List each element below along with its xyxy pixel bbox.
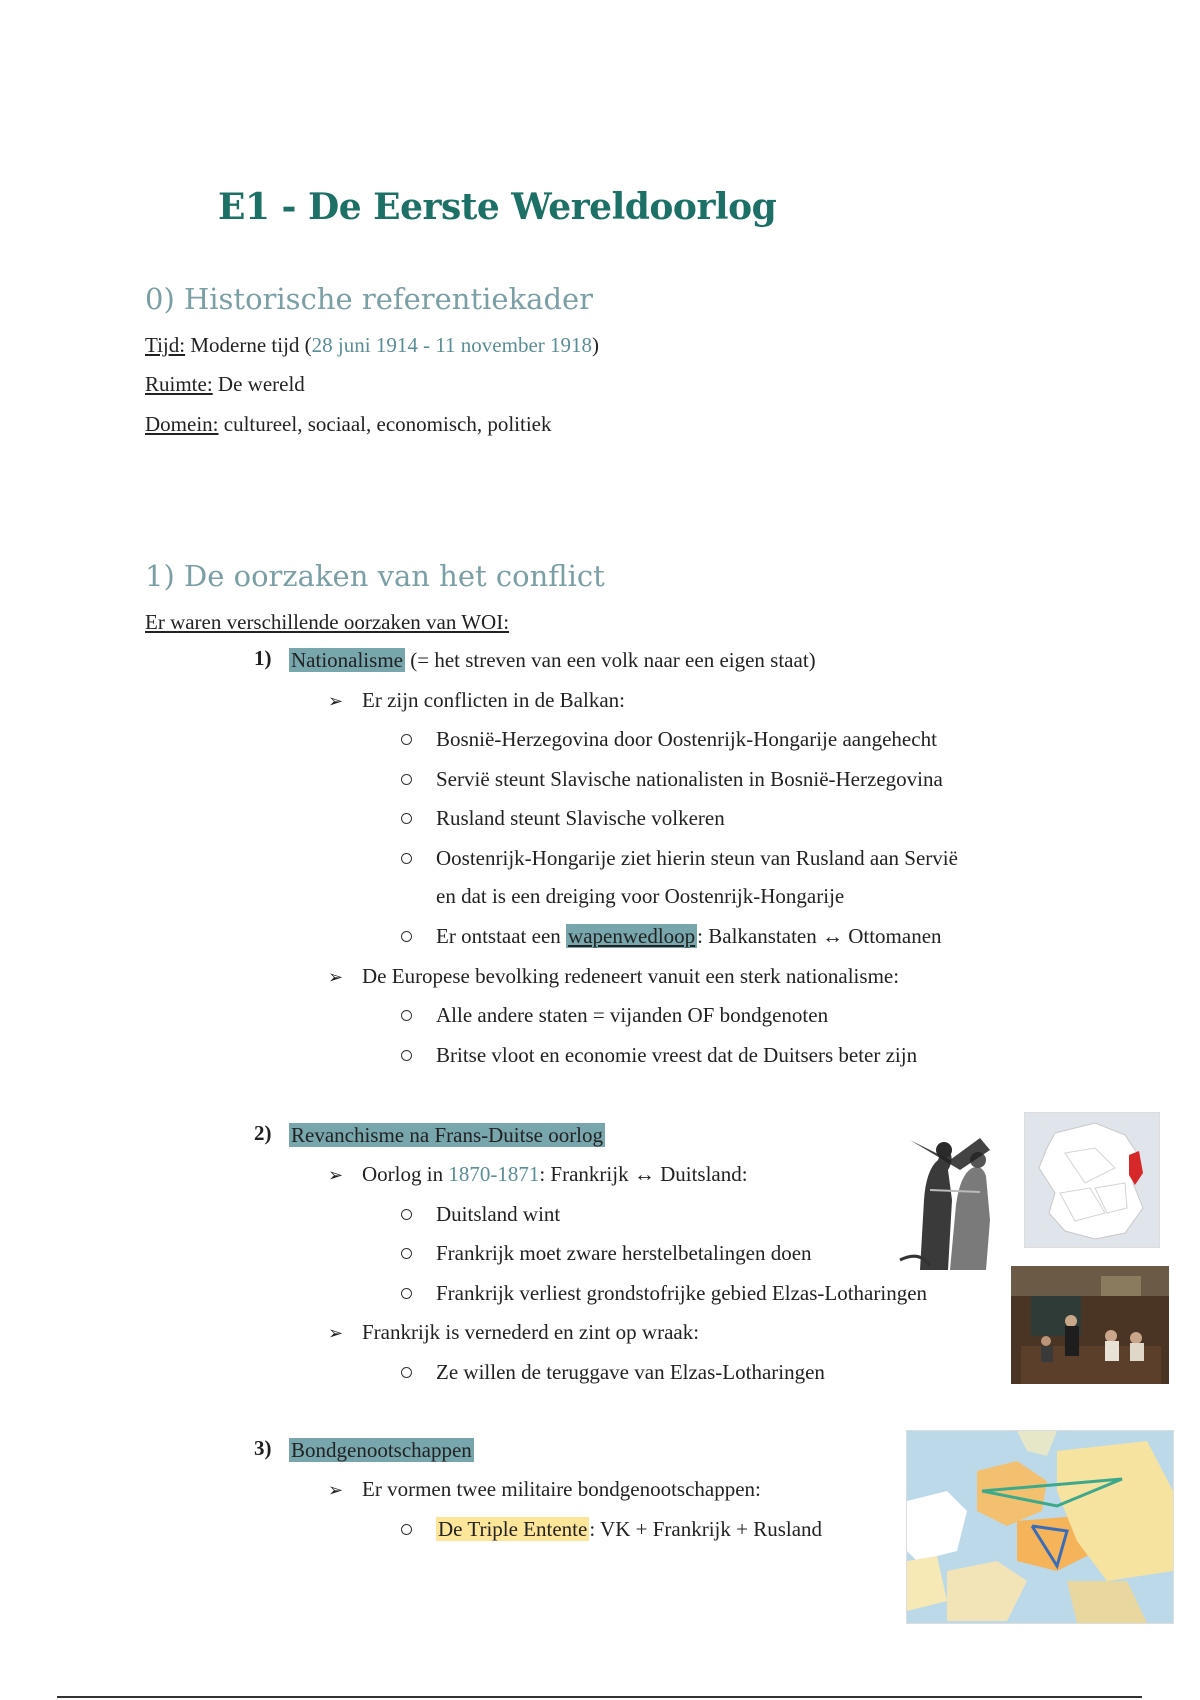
section-1-intro: Er waren verschillende oorzaken van WOI: bbox=[145, 610, 510, 634]
item-1-bullet-5-post: : Balkanstaten ↔ Ottomanen bbox=[697, 924, 942, 948]
item-1-term: Nationalisme bbox=[291, 648, 403, 672]
hollow-circle-bullet-icon bbox=[401, 931, 412, 942]
item-1-sub-2 bbox=[328, 962, 899, 991]
item-1-bullet-6 bbox=[401, 1001, 828, 1029]
hollow-circle-bullet-icon bbox=[401, 813, 412, 824]
item-2-bullet-2-text: Frankrijk moet zware herstelbetalingen doen bbox=[436, 1241, 812, 1265]
item-2-line bbox=[289, 1121, 605, 1149]
item-3-bullet-1-term: De Triple Entente bbox=[438, 1517, 588, 1541]
engraving-illustration bbox=[890, 1130, 1010, 1272]
hollow-circle-bullet-icon bbox=[401, 1050, 412, 1061]
europe-alliances-map-image bbox=[906, 1430, 1174, 1624]
item-1-def: (= het streven van een volk naar een eigen staat) bbox=[404, 648, 816, 672]
item-3-sub-1 bbox=[328, 1475, 761, 1504]
arrowhead-bullet-icon: ➢ bbox=[328, 1323, 344, 1343]
item-3-line bbox=[289, 1436, 474, 1464]
item-2-sub-1-pre: Oorlog in bbox=[362, 1162, 449, 1186]
item-2-bullet-2 bbox=[401, 1239, 812, 1267]
arrowhead-bullet-icon: ➢ bbox=[328, 967, 344, 987]
item-2-sub-2-text: Frankrijk is vernederd en zint op wraak: bbox=[362, 1320, 700, 1344]
hollow-circle-bullet-icon bbox=[401, 1209, 412, 1220]
item-1-sub-1-text: Er zijn conflicten in de Balkan: bbox=[362, 688, 625, 712]
item-1-bullet-2 bbox=[401, 765, 943, 793]
bottom-divider bbox=[57, 1696, 1142, 1698]
item-1-bullet-7-text: Britse vloot en economie vreest dat de Duitsers beter zijn bbox=[436, 1043, 918, 1067]
item-1-sub-1 bbox=[328, 686, 625, 715]
item-2-term: Revanchisme na Frans-Duitse oorlog bbox=[291, 1123, 604, 1147]
item-1-bullet-5-term: wapenwedloop bbox=[568, 924, 696, 948]
hollow-circle-bullet-icon bbox=[401, 1367, 412, 1378]
item-1-bullet-5 bbox=[401, 922, 942, 950]
domein-line bbox=[145, 410, 551, 438]
item-1-number: 1) bbox=[254, 646, 272, 670]
hollow-circle-bullet-icon bbox=[401, 1010, 412, 1021]
tijd-label: Tijd: bbox=[145, 333, 186, 357]
item-1-bullet-3-text: Rusland steunt Slavische volkeren bbox=[436, 806, 725, 830]
arrowhead-bullet-icon: ➢ bbox=[328, 1165, 344, 1185]
item-1-bullet-1 bbox=[401, 725, 937, 753]
hollow-circle-bullet-icon bbox=[401, 853, 412, 864]
domein-value: cultureel, sociaal, economisch, politiek bbox=[218, 412, 552, 436]
item-1-bullet-4 bbox=[401, 844, 958, 872]
item-2-sub-1 bbox=[328, 1160, 748, 1189]
item-2-sub-1-post: : Frankrijk ↔ Duitsland: bbox=[539, 1162, 748, 1186]
item-1-bullet-7 bbox=[401, 1041, 917, 1069]
item-3-bullet-1 bbox=[401, 1515, 822, 1543]
item-2-bullet-1-text: Duitsland wint bbox=[436, 1202, 561, 1226]
item-3-number: 3) bbox=[254, 1436, 272, 1460]
france-map-image bbox=[1024, 1112, 1160, 1248]
item-2-sub-2 bbox=[328, 1318, 699, 1347]
item-3-bullet-1-post: : VK + Frankrijk + Rusland bbox=[589, 1517, 823, 1541]
arrowhead-bullet-icon: ➢ bbox=[328, 691, 344, 711]
item-2-bullet-4 bbox=[401, 1358, 825, 1386]
item-1-bullet-4-cont: en dat is een dreiging voor Oostenrijk-Hongarije bbox=[436, 884, 845, 908]
item-2-sub-1-years: 1870-1871 bbox=[448, 1162, 540, 1186]
arrowhead-bullet-icon: ➢ bbox=[328, 1480, 344, 1500]
item-2-bullet-1 bbox=[401, 1200, 560, 1228]
ruimte-value: De wereld bbox=[212, 372, 305, 396]
hollow-circle-bullet-icon bbox=[401, 734, 412, 745]
item-3-sub-1-text: Er vormen twee militaire bondgenootschappen: bbox=[362, 1477, 761, 1501]
item-1-sub-2-text: De Europese bevolking redeneert vanuit een sterk nationalisme: bbox=[362, 964, 900, 988]
item-2-number: 2) bbox=[254, 1121, 272, 1145]
item-2-bullet-3-text: Frankrijk verliest grondstofrijke gebied Elzas-Lotharingen bbox=[436, 1281, 928, 1305]
ruimte-label: Ruimte: bbox=[145, 372, 213, 396]
section-1-heading: 1) De oorzaken van het conflict bbox=[145, 559, 605, 593]
item-2-bullet-3 bbox=[401, 1279, 927, 1307]
item-1-bullet-3 bbox=[401, 804, 725, 832]
hollow-circle-bullet-icon bbox=[401, 774, 412, 785]
document-title: E1 - De Eerste Wereldoorlog bbox=[218, 186, 777, 228]
item-1-bullet-6-text: Alle andere staten = vijanden OF bondgenoten bbox=[436, 1003, 829, 1027]
item-1-bullet-2-text: Servië steunt Slavische nationalisten in Bosnië-Herzegovina bbox=[436, 767, 943, 791]
domein-label: Domein: bbox=[145, 412, 219, 436]
tijd-line bbox=[145, 331, 599, 359]
tijd-dates: 28 juni 1914 - 11 november 1918 bbox=[311, 333, 593, 357]
ruimte-line bbox=[145, 370, 305, 398]
hollow-circle-bullet-icon bbox=[401, 1248, 412, 1259]
item-1-line bbox=[289, 646, 816, 674]
item-1-bullet-4-text-a: Oostenrijk-Hongarije ziet hierin steun van Rusland aan Servië bbox=[436, 846, 958, 870]
tijd-value: Moderne tijd ( bbox=[185, 333, 312, 357]
item-1-bullet-5-pre: Er ontstaat een bbox=[436, 924, 567, 948]
hollow-circle-bullet-icon bbox=[401, 1288, 412, 1299]
hollow-circle-bullet-icon bbox=[401, 1524, 412, 1535]
tijd-close: ) bbox=[592, 333, 600, 357]
item-2-bullet-4-text: Ze willen de teruggave van Elzas-Lotharingen bbox=[436, 1360, 825, 1384]
section-0-heading: 0) Historische referentiekader bbox=[145, 282, 594, 316]
item-3-term: Bondgenootschappen bbox=[291, 1438, 472, 1462]
item-1-bullet-1-text: Bosnië-Herzegovina door Oostenrijk-Hongarije aangehecht bbox=[436, 727, 937, 751]
classroom-painting-image bbox=[1011, 1266, 1169, 1384]
